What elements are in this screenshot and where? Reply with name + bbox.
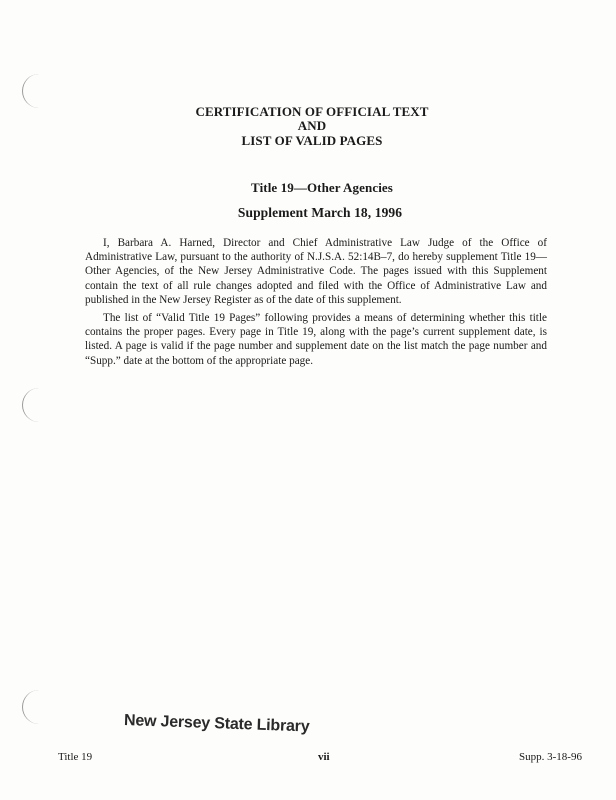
- footer-title: Title 19: [58, 751, 93, 763]
- footer-supplement-date: Supp. 3-18-96: [519, 751, 582, 763]
- supplement-date-heading: Supplement March 18, 1996: [237, 205, 403, 220]
- certification-heading: CERTIFICATION OF OFFICIAL TEXT: [195, 104, 429, 119]
- footer-page-number: vii: [318, 751, 330, 763]
- title-heading: Title 19—Other Agencies: [251, 180, 393, 195]
- binder-hole-mark: [22, 690, 43, 724]
- binder-hole-mark: [22, 388, 43, 422]
- certification-heading-and: AND: [297, 118, 327, 133]
- certification-paragraph: I, Barbara A. Harned, Director and Chief Administrative Law Judge of the Office of Administrative Law, pursuant to the authority of N.J.S.A. 52:14B–7, do hereby supplement Title 19—Other Agencies, of the New Jersey Administrative Code. The pages issued with this Supplement contain the text of all rule changes adopted and filed with the Office of Administrative Law and published in the New Jersey Register as of the date of this supplement.: [85, 237, 547, 306]
- valid-pages-heading: LIST OF VALID PAGES: [241, 133, 383, 148]
- binder-hole-mark: [22, 74, 43, 108]
- library-stamp: New Jersey State Library: [123, 712, 310, 736]
- valid-pages-paragraph: The list of “Valid Title 19 Pages” following provides a means of determining whether this title contains the proper pages. Every page in Title 19, along with the page’s current supplement date, is listed. A page is valid if the page number and supplement date on the list match the page number and “Supp.” date at the bottom of the appropriate page.: [85, 312, 547, 367]
